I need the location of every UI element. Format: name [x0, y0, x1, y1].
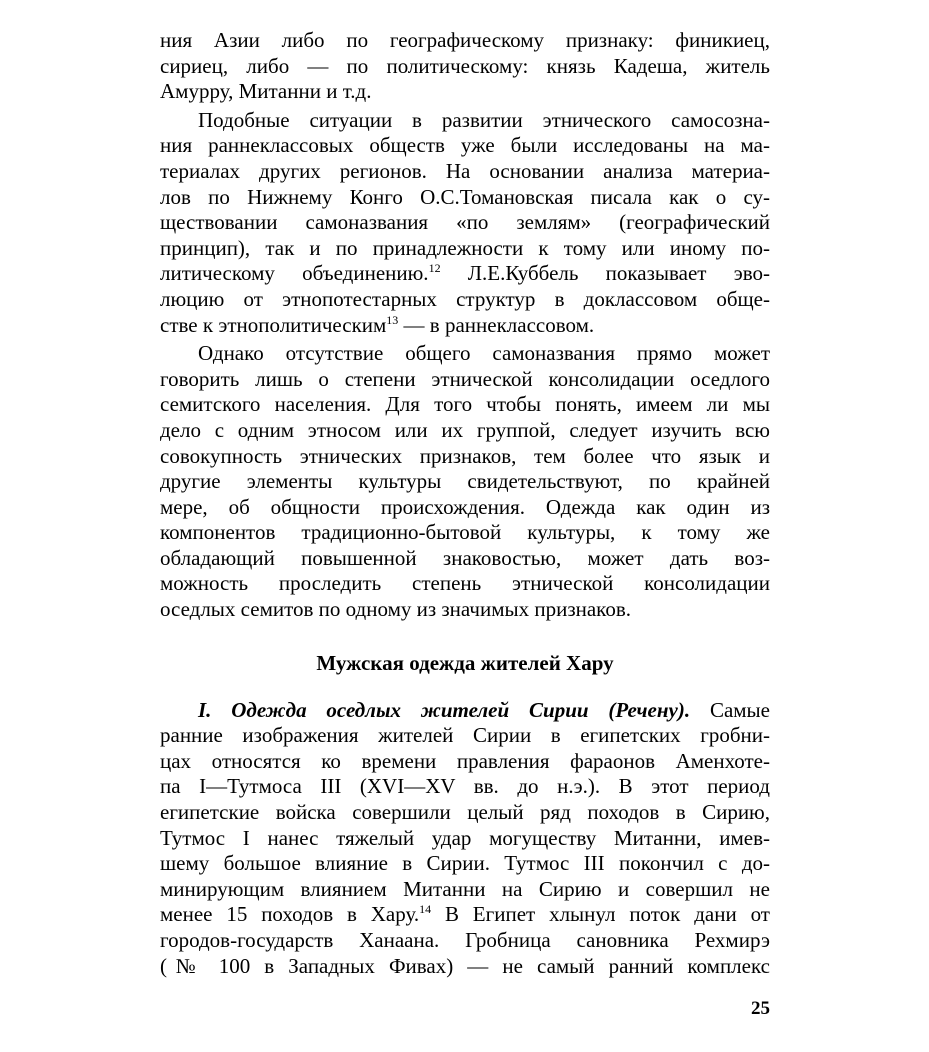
page-number: 25	[751, 998, 770, 1019]
text-segment: Самые	[690, 697, 770, 722]
book-page	[160, 28, 770, 979]
text-line: семитского населения. Для того чтобы понять, имеем ли мы	[160, 392, 770, 417]
text-line: дело с одним этносом или их группой, следует изучить всю	[160, 417, 770, 442]
text-line	[160, 313, 770, 339]
footnote-marker: 13	[386, 312, 399, 327]
text-line: обладающий повышенной знаковостью, может дать воз-	[160, 545, 770, 570]
text-line: можность проследить степень этнической консолидации	[160, 571, 770, 596]
text-line: другие элементы культуры свидетельствуют, по крайней	[160, 469, 770, 494]
text-segment: стве к этнополитическим	[160, 312, 387, 337]
text-line: минирующим влиянием Митанни на Сирию и совершил не	[160, 876, 770, 901]
text-line: городов-государств Ханаана. Гробница сановника Рехмирэ	[160, 928, 770, 952]
text-line	[160, 902, 770, 928]
footnote-marker: 14	[419, 902, 432, 917]
text-line: египетские войска совершили целый ряд походов в Сирию,	[160, 800, 770, 825]
text-line: ранние изображения жителей Сирии в египетских гробни-	[160, 723, 770, 748]
footnote-marker: 12	[428, 261, 441, 276]
text-segment: Л.Е.Куббель показывает эво-	[440, 261, 770, 286]
text-line: ния раннеклассовых обществ уже были исследованы на ма-	[160, 133, 770, 158]
text-segment: — в раннеклассовом.	[398, 312, 595, 337]
text-line: люцию от этнопотестарных структур в доклассовом обще-	[160, 286, 770, 311]
text-line: Подобные ситуации в развитии этнического самосозна-	[198, 107, 770, 132]
text-line: сириец, либо — по политическому: князь Кадеша, житель	[160, 53, 770, 78]
text-segment: литическому объединению.	[160, 261, 429, 286]
text-line: ния Азии либо по географическому признаку: финикиец,	[160, 28, 770, 52]
text-line: компонентов традиционно-бытовой культуры, к тому же	[160, 520, 770, 545]
section-heading: Мужская одежда жителей Хару	[316, 650, 614, 675]
text-line: оседлых семитов по одному из значимых признаков.	[160, 597, 631, 622]
text-line	[160, 261, 770, 287]
text-line: мере, об общности происхождения. Одежда как один из	[160, 494, 770, 519]
text-line: говорить лишь о степени этнической консолидации оседлого	[160, 366, 770, 391]
text-line: па I—Тутмоса III (XVI—XV вв. до н.э.). В этот период	[160, 774, 770, 799]
text-line: совокупность этнических признаков, тем более что язык и	[160, 443, 770, 468]
text-line: ществовании самоназвания «по землям» (географический	[160, 210, 770, 235]
text-line	[160, 698, 770, 724]
section-1-paragraph	[160, 698, 770, 980]
text-line: (№ 100 в Западных Фивах) — не самый ранний комплекс	[160, 953, 770, 978]
text-segment: менее 15 походов в Хару.	[160, 902, 420, 927]
paragraph-1	[160, 28, 770, 105]
text-line: лов по Нижнему Конго О.С.Томановская писала как о су-	[160, 184, 770, 209]
text-line: териалах других регионов. На основании анализа материа-	[160, 158, 770, 183]
paragraph-2	[160, 108, 770, 338]
text-line: Тутмос I нанес тяжелый удар могуществу Митанни, имев-	[160, 825, 770, 850]
text-line: шему большое влияние в Сирии. Тутмос III покончил с до-	[160, 851, 770, 876]
paragraph-3	[160, 341, 770, 623]
text-segment: В Египет хлынул поток дани от	[431, 902, 770, 927]
text-line: Однако отсутствие общего самоназвания прямо может	[198, 341, 770, 366]
text-line: цах относятся ко времени правления фараонов Аменхоте-	[160, 748, 770, 773]
text-line: принцип), так и по принадлежности к тому или иному по-	[160, 235, 770, 260]
text-line: Амурру, Митанни и т.д.	[160, 79, 372, 104]
section-lead: I. Одежда оседлых жителей Сирии (Речену).	[198, 697, 691, 722]
